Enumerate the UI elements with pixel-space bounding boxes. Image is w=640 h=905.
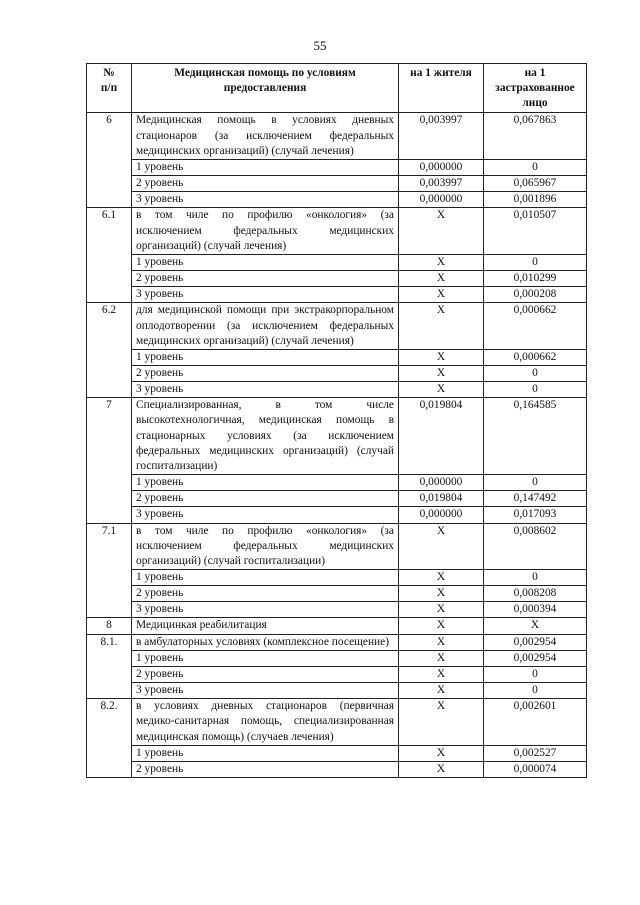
- row-description: Медицинская помощь в условиях дневных стационаров (за исключением федеральных медицинских организаций) (случай лечения): [132, 113, 399, 159]
- level-label: 3 уровень: [132, 683, 399, 699]
- level-per-insured: 0: [484, 475, 587, 491]
- level-label: 2 уровень: [132, 491, 399, 507]
- row-per-insured: 0,000662: [484, 303, 587, 349]
- level-row: [87, 475, 587, 491]
- level-per-resident: X: [399, 761, 484, 777]
- row-number: 6.1: [87, 208, 132, 303]
- row-number: 7.1: [87, 523, 132, 618]
- row-description: Медицинкая реабилитация: [132, 618, 399, 634]
- level-per-resident: 0,000000: [399, 475, 484, 491]
- level-per-insured: 0,002527: [484, 745, 587, 761]
- level-label: 3 уровень: [132, 507, 399, 523]
- row-per-resident: X: [399, 208, 484, 254]
- table-row: [87, 699, 587, 745]
- row-number: 8.2.: [87, 699, 132, 778]
- level-row: [87, 287, 587, 303]
- table-row: [87, 634, 587, 650]
- level-per-insured: 0,147492: [484, 491, 587, 507]
- level-row: [87, 192, 587, 208]
- table-header-row: [87, 64, 587, 113]
- row-per-resident: X: [399, 634, 484, 650]
- table-row: [87, 398, 587, 475]
- level-per-insured: 0: [484, 365, 587, 381]
- level-label: 1 уровень: [132, 570, 399, 586]
- row-per-insured: 0,002954: [484, 634, 587, 650]
- header-description: Медицинская помощь по условиям предоставления: [132, 64, 399, 113]
- level-per-resident: X: [399, 586, 484, 602]
- level-per-insured: 0,000074: [484, 761, 587, 777]
- row-per-insured: 0,008602: [484, 523, 587, 569]
- level-per-resident: X: [399, 365, 484, 381]
- table-row: [87, 523, 587, 569]
- level-label: 2 уровень: [132, 271, 399, 287]
- level-per-resident: X: [399, 254, 484, 270]
- row-description: в том чиле по профилю «онкология» (за исключением федеральных медицинских организаций) (случай госпитализации): [132, 523, 399, 569]
- level-row: [87, 570, 587, 586]
- row-per-resident: X: [399, 523, 484, 569]
- level-label: 1 уровень: [132, 159, 399, 175]
- row-description: в амбулаторных условиях (комплексное посещение): [132, 634, 399, 650]
- level-label: 2 уровень: [132, 761, 399, 777]
- level-label: 1 уровень: [132, 254, 399, 270]
- level-label: 3 уровень: [132, 287, 399, 303]
- level-per-resident: X: [399, 570, 484, 586]
- level-per-insured: 0,017093: [484, 507, 587, 523]
- level-row: [87, 507, 587, 523]
- level-per-resident: 0,003997: [399, 176, 484, 192]
- row-number: 6.2: [87, 303, 132, 398]
- level-label: 3 уровень: [132, 602, 399, 618]
- row-per-resident: 0,003997: [399, 113, 484, 159]
- level-label: 2 уровень: [132, 666, 399, 682]
- row-per-insured: 0,164585: [484, 398, 587, 475]
- level-row: [87, 745, 587, 761]
- level-label: 3 уровень: [132, 382, 399, 398]
- row-number: 7: [87, 398, 132, 523]
- row-per-resident: X: [399, 699, 484, 745]
- level-per-resident: X: [399, 666, 484, 682]
- level-row: [87, 666, 587, 682]
- row-per-insured: 0,002601: [484, 699, 587, 745]
- level-per-resident: X: [399, 683, 484, 699]
- level-label: 1 уровень: [132, 650, 399, 666]
- header-num: № п/п: [87, 64, 132, 113]
- level-row: [87, 271, 587, 287]
- level-row: [87, 382, 587, 398]
- row-per-resident: X: [399, 618, 484, 634]
- row-per-resident: 0,019804: [399, 398, 484, 475]
- level-per-resident: X: [399, 745, 484, 761]
- level-per-insured: 0,000662: [484, 349, 587, 365]
- level-per-insured: 0,000394: [484, 602, 587, 618]
- row-description: Специализированная, в том числе высокотехнологичная, медицинская помощь в стационарных условиях (за исключением федеральных медицинских организаций) (случай госпитализации): [132, 398, 399, 475]
- level-row: [87, 491, 587, 507]
- level-per-resident: X: [399, 650, 484, 666]
- row-description: в том чиле по профилю «онкология» (за исключением федеральных медицинских организаций) (случай лечения): [132, 208, 399, 254]
- level-per-resident: X: [399, 349, 484, 365]
- row-description: в условиях дневных стационаров (первичная медико-санитарная помощь, специализированная медицинская помощь) (случаев лечения): [132, 699, 399, 745]
- level-row: [87, 349, 587, 365]
- level-per-insured: 0,002954: [484, 650, 587, 666]
- level-label: 1 уровень: [132, 475, 399, 491]
- table-row: [87, 208, 587, 254]
- page-number: 55: [313, 38, 327, 53]
- level-per-resident: 0,000000: [399, 507, 484, 523]
- level-per-insured: 0,000208: [484, 287, 587, 303]
- level-per-resident: X: [399, 382, 484, 398]
- row-per-insured: 0,067863: [484, 113, 587, 159]
- level-row: [87, 683, 587, 699]
- level-row: [87, 365, 587, 381]
- level-label: 2 уровень: [132, 586, 399, 602]
- level-label: 2 уровень: [132, 365, 399, 381]
- level-per-resident: X: [399, 287, 484, 303]
- level-label: 2 уровень: [132, 176, 399, 192]
- table-row: [87, 113, 587, 159]
- level-per-insured: 0,001896: [484, 192, 587, 208]
- level-per-resident: 0,019804: [399, 491, 484, 507]
- row-description: для медицинской помощи при экстракорпоральном оплодотворении (за исключением федеральных медицинских организаций) (случай лечения): [132, 303, 399, 349]
- level-row: [87, 650, 587, 666]
- row-per-resident: X: [399, 303, 484, 349]
- level-label: 1 уровень: [132, 745, 399, 761]
- level-per-resident: 0,000000: [399, 159, 484, 175]
- level-label: 1 уровень: [132, 349, 399, 365]
- level-label: 3 уровень: [132, 192, 399, 208]
- level-per-insured: 0: [484, 159, 587, 175]
- table-body: [87, 113, 587, 778]
- table-row: [87, 618, 587, 634]
- level-per-insured: 0: [484, 382, 587, 398]
- level-per-insured: 0,065967: [484, 176, 587, 192]
- row-number: 8.1.: [87, 634, 132, 699]
- level-per-resident: X: [399, 602, 484, 618]
- header-per-insured: на 1 застрахованное лицо: [484, 64, 587, 113]
- row-per-insured: 0,010507: [484, 208, 587, 254]
- row-number: 6: [87, 113, 132, 208]
- level-per-insured: 0: [484, 666, 587, 682]
- row-per-insured: X: [484, 618, 587, 634]
- level-row: [87, 761, 587, 777]
- level-row: [87, 586, 587, 602]
- table-row: [87, 303, 587, 349]
- level-per-insured: 0: [484, 254, 587, 270]
- row-number: 8: [87, 618, 132, 634]
- header-per-resident: на 1 жителя: [399, 64, 484, 113]
- level-row: [87, 176, 587, 192]
- level-per-resident: X: [399, 271, 484, 287]
- level-row: [87, 159, 587, 175]
- level-per-resident: 0,000000: [399, 192, 484, 208]
- level-per-insured: 0,010299: [484, 271, 587, 287]
- level-row: [87, 254, 587, 270]
- level-per-insured: 0,008208: [484, 586, 587, 602]
- level-per-insured: 0: [484, 683, 587, 699]
- data-table: [86, 63, 587, 778]
- level-row: [87, 602, 587, 618]
- level-per-insured: 0: [484, 570, 587, 586]
